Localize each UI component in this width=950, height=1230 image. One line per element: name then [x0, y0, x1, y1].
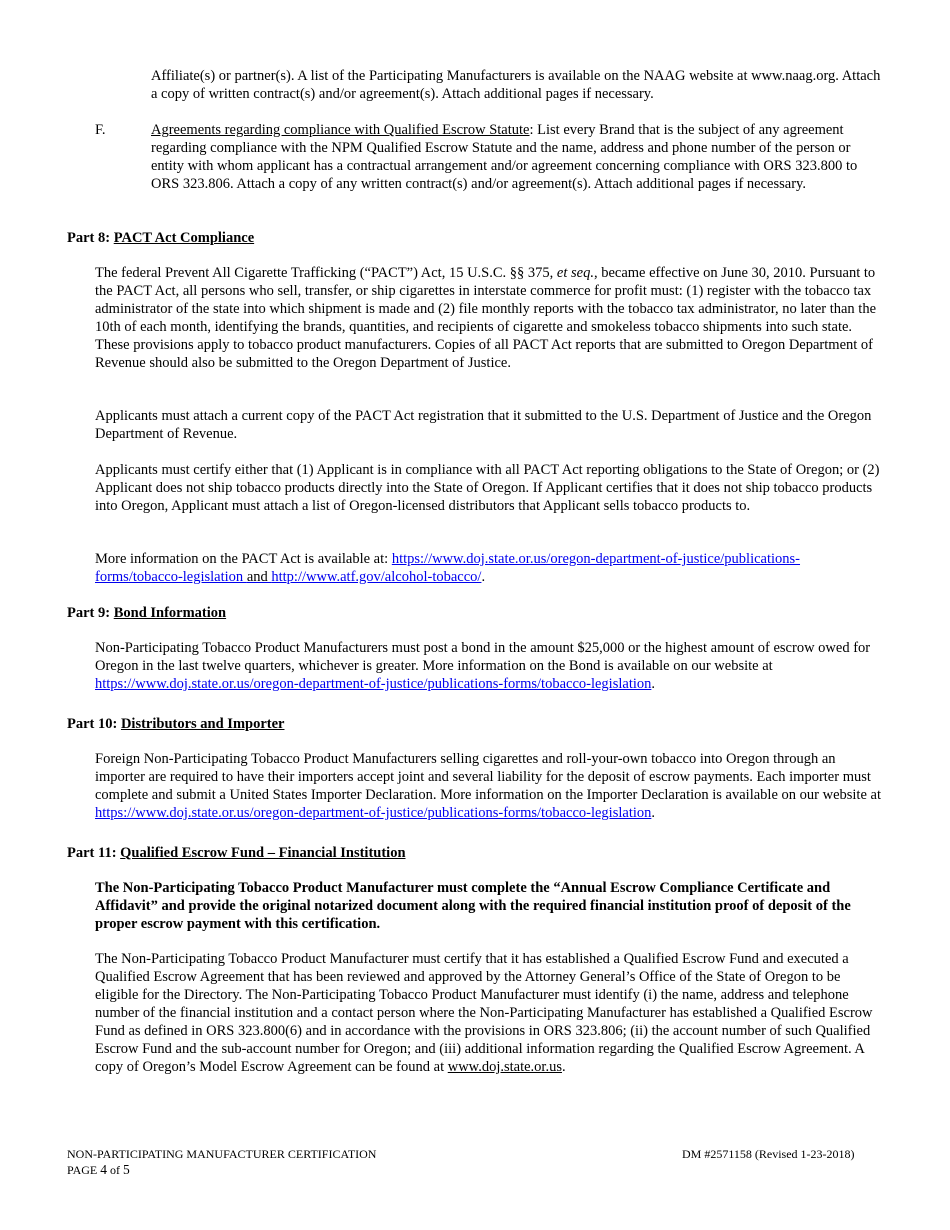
part9-title: Bond Information	[113, 605, 227, 621]
part9-paragraph	[95, 639, 887, 693]
part10-paragraph	[95, 750, 887, 822]
bond-info-link[interactable]: https://www.doj.state.or.us/oregon-department-of-justice/publications-forms/tobacco-legislation	[95, 676, 652, 692]
part8-p3-text: Applicants must certify either that (1) Applicant is in compliance with all PACT Act reporting obligations to the State of Oregon; or (2) Applicant does not ship tobacco products directly into the State of Oregon. If Applicant certifies that it does not ship tobacco products into Oregon, Applicant must attach a list of Oregon-licensed distributors that Applicant sells tobacco products to.	[95, 462, 880, 514]
part10-text: Foreign Non-Participating Tobacco Product Manufacturers selling cigarettes and roll-your-own tobacco into Oregon through an importer are required to have their importers accept joint and several liability for the deposit of escrow payments. Each importer must complete and submit a United States Importer Declaration. More information on the Importer Declaration is available on our website at	[95, 751, 881, 803]
part11-bold-text: The Non-Participating Tobacco Product Manufacturer must complete the “Annual Escrow Compliance Certificate and Affidavit” and provide the original notarized document along with the required financial institution proof of deposit of the proper escrow payment with this certification.	[95, 880, 851, 932]
part8-title: PACT Act Compliance	[113, 230, 255, 246]
part11-title: Qualified Escrow Fund – Financial Institution	[120, 845, 406, 861]
item-f-heading: Agreements regarding compliance with Qualified Escrow Statute	[151, 122, 530, 138]
part11-prefix: Part 11:	[67, 845, 121, 861]
part10-title: Distributors and Importer	[120, 716, 285, 732]
part8-p4-end: .	[481, 569, 486, 585]
footer-page-label: PAGE	[67, 1163, 101, 1177]
part8-paragraph-4	[95, 550, 887, 586]
item-f-paragraph	[151, 121, 887, 193]
part8-p2-text: Applicants must attach a current copy of the PACT Act registration that it submitted to the U.S. Department of Justice and the Oregon Department of Revenue.	[95, 408, 872, 442]
part11-heading	[67, 844, 406, 862]
part8-paragraph-3	[95, 461, 887, 515]
part8-prefix: Part 8:	[67, 230, 114, 246]
part11-p2-text: The Non-Participating Tobacco Product Manufacturer must certify that it has established a Qualified Escrow Fund and executed a Qualified Escrow Agreement that has been reviewed and approved by the Attorney General’s Office of the State of Oregon to be eligible for the Directory. The Non-Participating Tobacco Product Manufacturer must identify (i) the name, address and telephone number of the financial institution and a contact person where the Non-Participating Manufacturer has established a Qualified Escrow Fund as defined in ORS 323.800(6) and in accordance with the provisions in ORS 323.806; (ii) the account number of such Qualified Escrow Fund and the sub-account number for Oregon; and (iii) additional information regarding the Qualified Escrow Agreement. A copy of Oregon’s Model Escrow Agreement can be found at	[95, 951, 873, 1075]
part8-p1-italic: et seq.	[556, 265, 594, 281]
continuation-text: Affiliate(s) or partner(s). A list of the Participating Manufacturers is available on the NAAG website at www.naag.org. Attach a copy of written contract(s) and/or agreement(s). Attach additional pages if necessary.	[151, 68, 881, 102]
part11-p2-end: .	[561, 1059, 566, 1075]
footer-left	[67, 1146, 376, 1178]
footer-page-of: of	[106, 1163, 123, 1177]
doj-tobacco-link[interactable]: https://www.doj.state.or.us/oregon-department-of-justice/publications-forms/tobacco-legislation	[95, 551, 801, 585]
part9-end: .	[651, 676, 655, 692]
part11-bold-paragraph	[95, 879, 887, 933]
footer-page-num: 4	[100, 1162, 107, 1177]
part10-heading	[67, 715, 284, 733]
footer-form-name: NON-PARTICIPATING MANUFACTURER CERTIFICATION	[67, 1147, 377, 1161]
part8-paragraph-2	[95, 407, 887, 443]
footer-doc-id: DM #2571158 (Revised 1-23-2018)	[682, 1147, 855, 1161]
part8-p1-text-a: The federal Prevent All Cigarette Trafficking (“PACT”) Act, 15 U.S.C. §§ 375,	[95, 265, 557, 281]
part9-heading	[67, 604, 226, 622]
part9-text: Non-Participating Tobacco Product Manufacturers must post a bond in the amount $25,000 or the highest amount of escrow owed for Oregon in the last twelve quarters, whichever is greater. More information on the Bond is available on our website at	[95, 640, 871, 674]
part9-prefix: Part 9:	[67, 605, 114, 621]
item-f-text: : List every Brand that is the subject of any agreement regarding compliance with the NPM Qualified Escrow Statute and the name, address and phone number of the person or entity with whom applicant has a contractual arrangement and/or agreement concerning compliance with ORS 323.800 to ORS 323.806. Attach a copy of any written contract(s) and/or agreement(s). Attach additional pages if necessary.	[151, 122, 858, 192]
footer-page-number	[67, 1162, 376, 1178]
part8-p4-text: More information on the PACT Act is available at:	[95, 551, 392, 567]
part8-p4-and: and	[246, 569, 272, 585]
part10-end: .	[651, 805, 655, 821]
part8-p1-text-b: , became effective on June 30, 2010. Pursuant to the PACT Act, all persons who sell, transfer, or ship cigarettes in interstate commerce for profit must: (1) register with the tobacco tax administrator of the state into which shipment is made and (2) file monthly reports with the tobacco tax administrator, no later than the 10th of each month, identifying the brands, quantities, and recipients of cigarette and smokeless tobacco shipments into such state. These provisions apply to tobacco product manufacturers. Copies of all PACT Act reports that are submitted to Oregon Department of Revenue should also be submitted to the Oregon Department of Justice.	[95, 265, 877, 371]
part11-paragraph-2	[95, 950, 887, 1076]
doj-website-link[interactable]: www.doj.state.or.us	[447, 1059, 562, 1075]
part10-prefix: Part 10:	[67, 716, 121, 732]
part8-heading	[67, 229, 254, 247]
atf-link[interactable]: http://www.atf.gov/alcohol-tobacco/	[271, 569, 482, 585]
continuation-paragraph	[151, 67, 887, 103]
footer-page-total: 5	[122, 1162, 130, 1177]
part8-paragraph-1	[95, 264, 887, 372]
item-f-letter: F.	[95, 122, 106, 138]
importer-declaration-link[interactable]: https://www.doj.state.or.us/oregon-department-of-justice/publications-forms/tobacco-legislation	[95, 805, 652, 821]
